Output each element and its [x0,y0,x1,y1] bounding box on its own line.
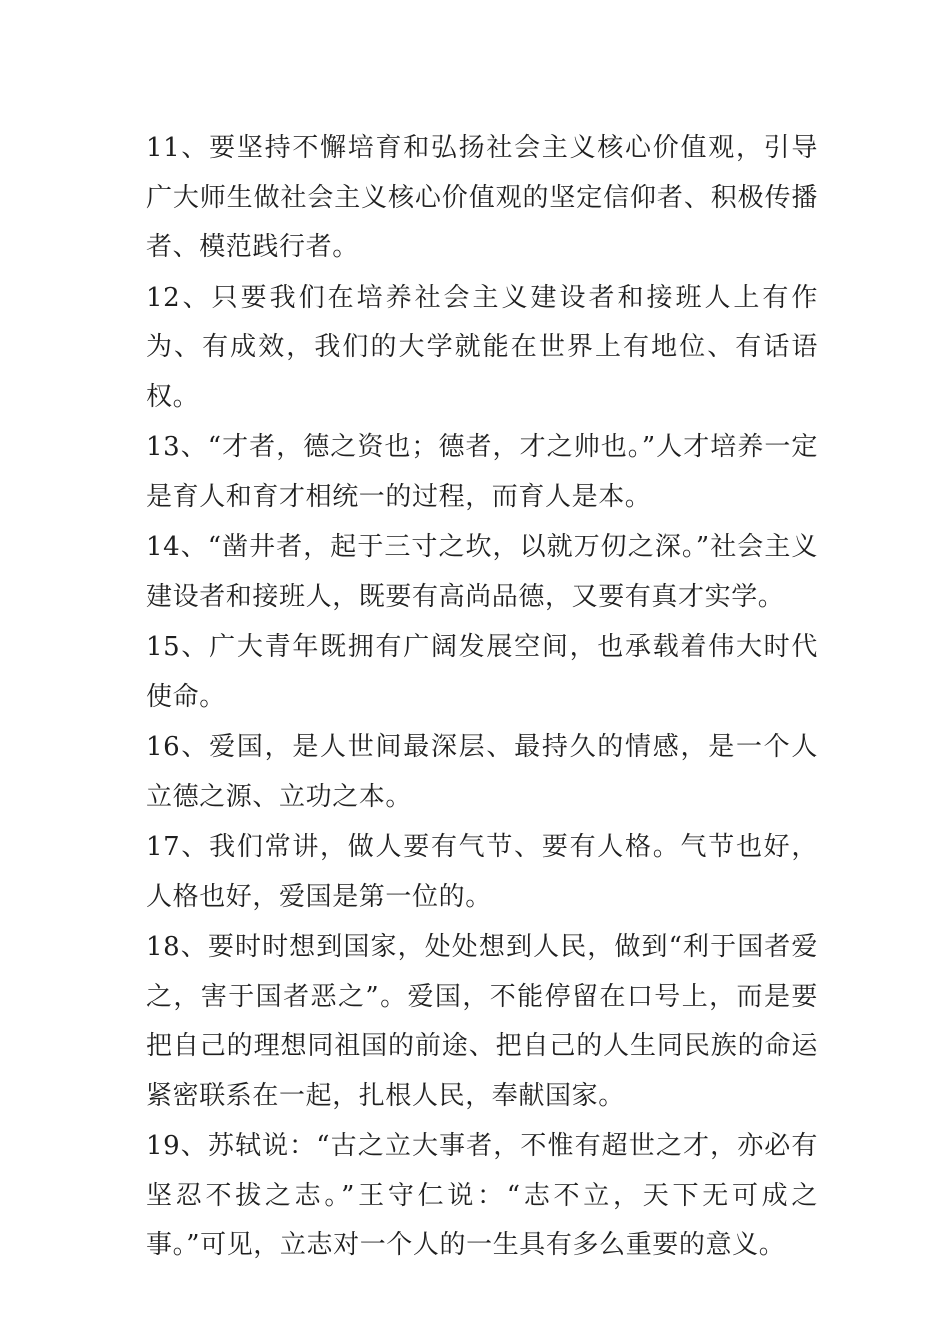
paragraph-16: 16、爱国，是人世间最深层、最持久的情感，是一个人立德之源、立功之本。 [146,732,818,812]
paragraph-13: 13、“才者，德之资也；德者，才之帅也。”人才培养一定是育人和育才相统一的过程，而育人是本。 [146,432,818,512]
paragraph-14: 14、“凿井者，起于三寸之坎，以就万仞之深。”社会主义建设者和接班人，既要有高尚品德，又要有真才实学。 [146,532,818,612]
paragraph-12: 12、只要我们在培养社会主义建设者和接班人上有作为、有成效，我们的大学就能在世界上有地位、有话语权。 [146,282,818,412]
document-body [146,124,818,1272]
paragraph-17: 17、我们常讲，做人要有气节、要有人格。气节也好，人格也好，爱国是第一位的。 [146,832,818,912]
paragraph-11: 11、要坚持不懈培育和弘扬社会主义核心价值观，引导广大师生做社会主义核心价值观的坚定信仰者、积极传播者、模范践行者。 [146,133,818,262]
paragraph-18: 18、要时时想到国家，处处想到人民，做到“利于国者爱之，害于国者恶之”。爱国，不能停留在口号上，而是要把自己的理想同祖国的前途、把自己的人生同民族的命运紧密联系在一起，扎根人民，奉献国家。 [146,932,818,1111]
paragraph-15: 15、广大青年既拥有广阔发展空间，也承载着伟大时代使命。 [146,632,818,712]
paragraph-19: 19、苏轼说：“古之立大事者，不惟有超世之才，亦必有坚忍不拔之志。”王守仁说：“志不立，天下无可成之事。”可见，立志对一个人的一生具有多么重要的意义。 [146,1131,818,1260]
